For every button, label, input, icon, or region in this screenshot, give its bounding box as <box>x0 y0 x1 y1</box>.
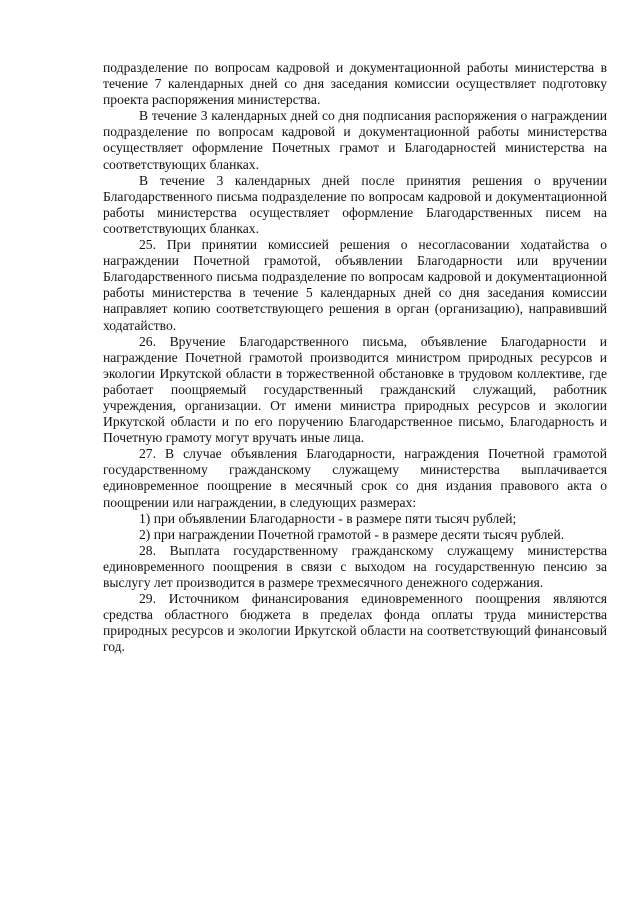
paragraph-item-28: 28. Выплата государственному гражданскому служащему министерства единовременного поощрения в связи с выходом на государственную пенсию за выслугу лет производится в размере трехмесячного денежного содержания. <box>103 542 607 590</box>
list-item-2: 2) при награждении Почетной грамотой - в размере десяти тысяч рублей. <box>139 526 565 542</box>
document-body <box>103 60 607 655</box>
list-item-1: 1) при объявлении Благодарности - в размере пяти тысяч рублей; <box>139 510 517 526</box>
paragraph-award-registration: В течение 3 календарных дней со дня подписания распоряжения о награждении подразделение по вопросам кадровой и документационной работы министерства осуществляет оформление Почетных грамот и Благодарностей министерства на соответствующих бланках. <box>103 108 607 172</box>
paragraph-continuation: подразделение по вопросам кадровой и документационной работы министерства в течение 7 календарных дней со дня заседания комиссии осуществляет подготовку проекта распоряжения министерства. <box>103 60 607 108</box>
paragraph-item-25: 25. При принятии комиссией решения о несогласовании ходатайства о награждении Почетной грамотой, объявлении Благодарности или вручении Благодарственного письма подразделение по вопросам кадровой и документационной работы министерства в течение 5 календарных дней со дня заседания комиссии направляет копию соответствующего решения в орган (организацию), направивший ходатайство. <box>103 237 607 333</box>
paragraph-item-27: 27. В случае объявления Благодарности, награждения Почетной грамотой государственному гражданскому служащему министерства выплачивается единовременное поощрение в месячный срок со дня издания правового акта о поощрении или награждении, в следующих размерах: <box>103 446 607 510</box>
paragraph-item-26: 26. Вручение Благодарственного письма, объявление Благодарности и награждение Почетной грамотой производится министром природных ресурсов и экологии Иркутской области в торжественной обстановке в трудовом коллективе, где работает поощряемый государственный гражданский служащий, работник учреждения, организации. От имени министра природных ресурсов и экологии Иркутской области и по его поручению Благодарственное письмо, Благодарность и Почетную грамоту могут вручать иные лица. <box>103 333 607 446</box>
paragraph-letter-registration: В течение 3 календарных дней после принятия решения о вручении Благодарственного письма подразделение по вопросам кадровой и документационной работы министерства осуществляет оформление Благодарственных писем на соответствующих бланках. <box>103 172 607 236</box>
paragraph-item-29: 29. Источником финансирования единовременного поощрения являются средства областного бюджета в пределах фонда оплаты труда министерства природных ресурсов и экологии Иркутской области на соответствующий финансовый год. <box>103 591 607 655</box>
